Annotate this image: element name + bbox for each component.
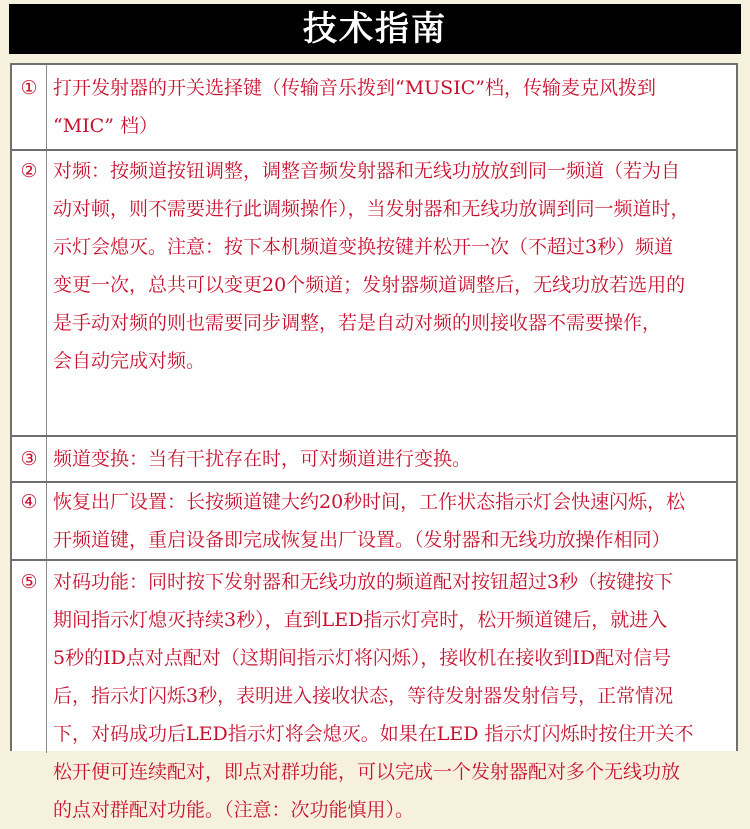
guide-row-1 [12, 65, 736, 151]
step-text [53, 483, 730, 559]
number-cell [12, 65, 47, 149]
step-text [53, 69, 730, 145]
text-line: 打开发射器的开关选择键（传输音乐拨到“MUSIC”档，传输麦克风拨到 [53, 77, 656, 99]
text-line: 期间指示灯熄灭持续3秒），直到LED指示灯亮时，松开频道键后，就进入 [53, 609, 668, 631]
guide-table [10, 63, 738, 821]
text-line: 5秒的ID点对点配对（这期间指示灯将闪烁），接收机在接收到ID配对信号 [53, 647, 672, 669]
text-line: 动对顿，则不需要进行此调频操作），当发射器和无线功放调到同一频道时， [53, 198, 690, 220]
text-line: 的点对群配对功能。（注意：次功能慎用）。 [53, 799, 415, 821]
step-text [53, 152, 730, 380]
step-text [53, 440, 730, 478]
number-cell [12, 437, 47, 481]
guide-row-4 [12, 483, 736, 561]
text-line: 开频道键，重启设备即完成恢复出厂设置。（发射器和无线功放操作相同） [53, 529, 671, 551]
step-number: ③ [20, 448, 38, 470]
text-line: 后，指示灯闪烁3秒，表明进入接收状态，等待发射器发射信号，正常情况 [53, 685, 674, 707]
text-line: 频道变换：当有干扰存在时，可对频道进行变换。 [53, 448, 472, 470]
guide-row-2 [12, 151, 736, 437]
text-line: 对频：按频道按钮调整，调整音频发射器和无线功放放到同一频道（若为自 [53, 160, 681, 182]
text-line: 松开便可连续配对，即点对群功能，可以完成一个发射器配对多个无线功放 [53, 761, 681, 783]
text-line: 下，对码成功后LED指示灯将会熄灭。如果在LED 指示灯闪烁时按住开关不 [53, 723, 694, 745]
text-line: 会自动完成对频。 [53, 350, 206, 372]
text-line: 变更一次，总共可以变更20个频道；发射器频道调整后，无线功放若选用的 [53, 274, 686, 296]
number-cell [12, 483, 47, 559]
page-title: 技术指南 [9, 4, 741, 54]
text-line: 示灯会熄灭。注意：按下本机频道变换按键并松开一次（不超过3秒）频道 [53, 236, 674, 258]
guide-row-3 [12, 437, 736, 483]
text-line: “MIC” 档） [53, 115, 158, 137]
text-line: 是手动对频的则也需要同步调整，若是自动对频的则接收器不需要操作， [53, 312, 662, 334]
step-number: ④ [20, 491, 38, 513]
number-cell [12, 151, 47, 435]
step-number: ⑤ [20, 571, 38, 593]
step-number: ① [20, 77, 38, 99]
step-number: ② [20, 160, 38, 182]
text-line: 对码功能：同时按下发射器和无线功放的频道配对按钮超过3秒（按键按下 [53, 571, 674, 593]
number-cell [12, 561, 47, 753]
step-text [53, 563, 730, 829]
text-line: 恢复出厂设置：长按频道键大约20秒时间，工作状态指示灯会快速闪烁，松 [53, 491, 686, 513]
guide-row-5 [12, 561, 736, 821]
